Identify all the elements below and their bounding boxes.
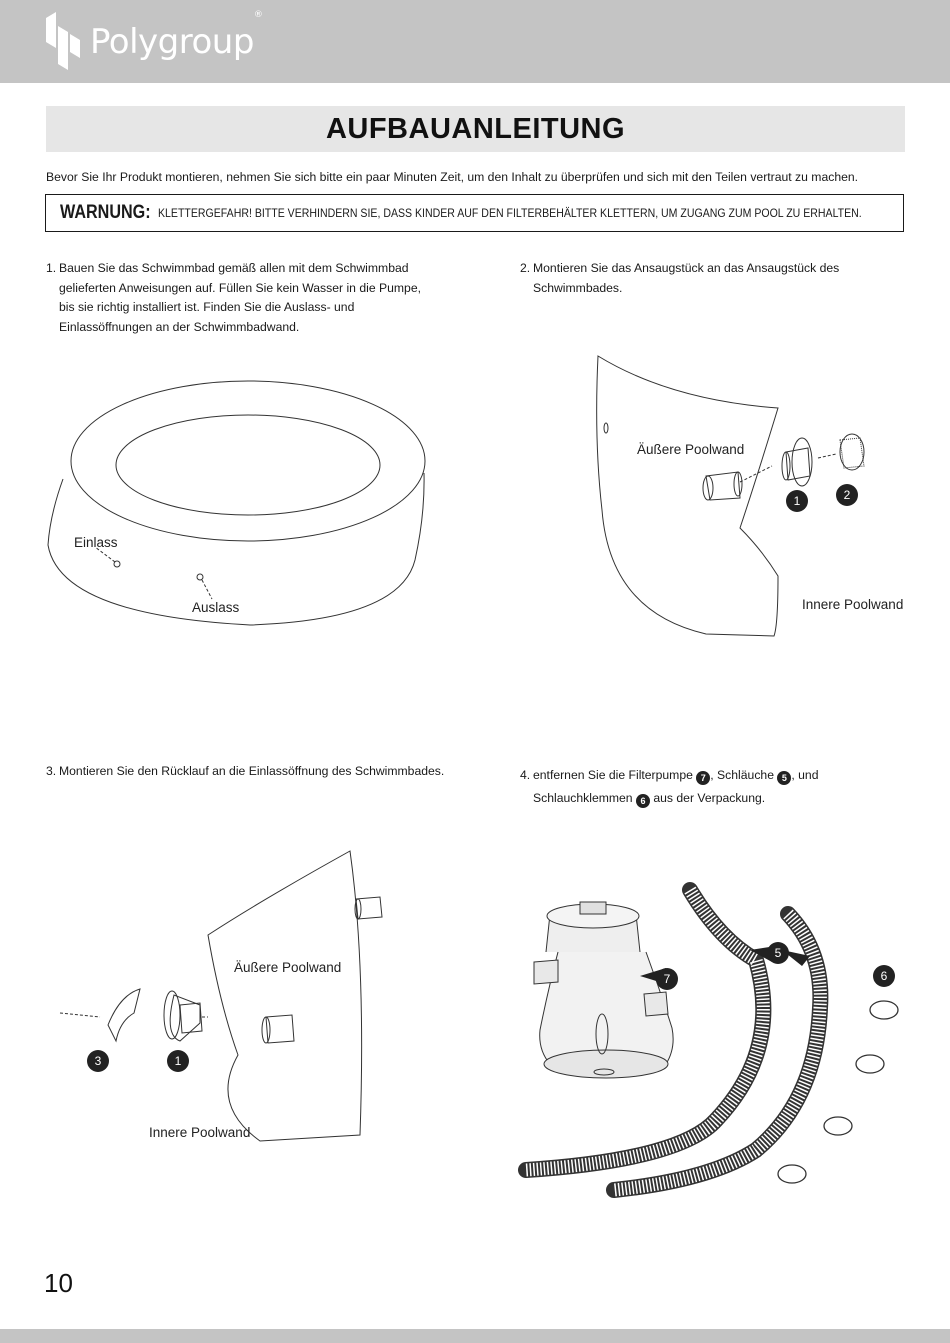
callout-5: 5	[767, 942, 789, 964]
brand-name: Polygroup®	[90, 10, 263, 62]
einlass-marker	[95, 547, 120, 567]
inner-wall-label: Innere Poolwand	[149, 1125, 251, 1140]
page-header	[0, 0, 950, 83]
outer-wall-label: Äußere Poolwand	[637, 442, 745, 457]
warning-text: KLETTERGEFAHR! BITTE VERHINDERN SIE, DASS KINDER AUF DEN FILTERBEHÄLTER KLETTERN, UM ZUGANG ZUM POOL ZU ERHALTEN.	[158, 206, 862, 220]
step-text: Montieren Sie das Ansaugstück an das Ansaugstück des Schwimmbades.	[533, 261, 840, 295]
part-badge: 6	[636, 794, 650, 808]
callout-6: 6	[873, 965, 895, 987]
part-badge: 7	[696, 771, 710, 785]
page-footer	[0, 1329, 950, 1343]
filter-pump	[534, 902, 673, 1078]
callout-3: 3	[87, 1050, 109, 1072]
auslass-marker	[197, 574, 212, 599]
title-bar	[46, 106, 905, 152]
callout-1: 1	[167, 1050, 189, 1072]
step-number: 4.	[520, 768, 531, 782]
step-number: 1.	[46, 261, 57, 275]
pool-figure	[40, 375, 440, 635]
step-text: Montieren Sie den Rücklauf an die Einlassöffnung des Schwimmbades.	[59, 764, 445, 778]
inner-wall-label: Innere Poolwand	[802, 597, 904, 612]
brand-logo	[44, 12, 262, 72]
step-number: 3.	[46, 764, 57, 778]
einlass-label: Einlass	[74, 535, 118, 550]
callout-2: 2	[836, 484, 858, 506]
outer-wall-label: Äußere Poolwand	[234, 960, 342, 975]
step-3	[46, 762, 466, 782]
intro-text: Bevor Sie Ihr Produkt montieren, nehmen Sie sich bitte ein paar Minuten Zeit, um den Inhalt zu überprüfen und sich mit den Teilen vertraut zu machen.	[46, 170, 859, 184]
step-text: entfernen Sie die Filterpumpe 7 , Schläuche 5 , und Schlauchklemmen 6 aus der Verpackung.	[533, 768, 819, 806]
page-title: AUFBAUANLEITUNG	[325, 112, 626, 145]
parts-figure	[520, 880, 920, 1210]
warning-label: WARNUNG:	[60, 202, 151, 223]
part-badge: 5	[777, 771, 791, 785]
page-number: 10	[44, 1268, 73, 1298]
auslass-label: Auslass	[192, 600, 240, 615]
step-4	[520, 764, 900, 810]
warning-box	[45, 194, 904, 232]
step-2	[520, 259, 860, 298]
polygroup-logo-icon	[44, 12, 82, 72]
step-number: 2.	[520, 261, 531, 275]
callout-1: 1	[786, 490, 808, 512]
step-text: Bauen Sie das Schwimmbad gemäß allen mit dem Schwimmbad gelieferten Anweisungen auf. Füllen Sie kein Wasser in die Pumpe, bis sie richtig installiert ist. Finden Sie die Auslass- und Einlassöffnungen an der Schwimmbadwand.	[59, 261, 421, 334]
step-1	[46, 259, 436, 337]
callout-7: 7	[656, 968, 678, 990]
